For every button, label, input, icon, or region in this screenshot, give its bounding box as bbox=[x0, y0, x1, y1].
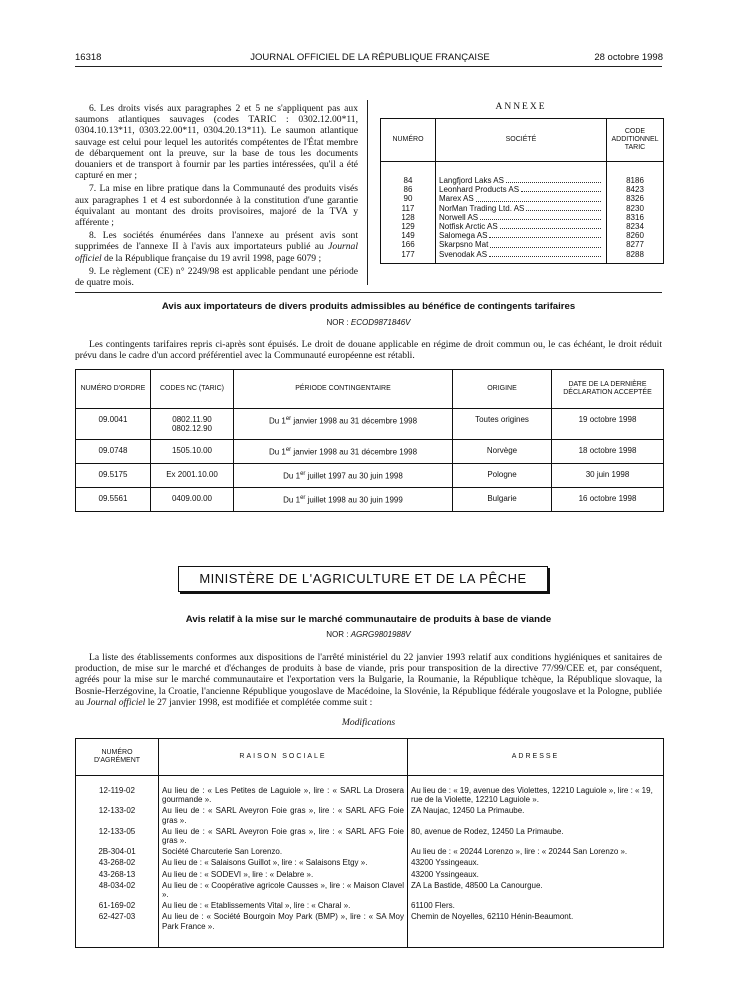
raison-sociale: Au lieu de : « SARL Aveyron Foie gras », lire : « SARL AFG Foie gras ». bbox=[159, 827, 408, 847]
dot-leader bbox=[489, 237, 601, 238]
raison-sociale: Au lieu de : « SODEVI », lire : « Delabre ». bbox=[159, 870, 408, 881]
leader-line bbox=[439, 176, 603, 185]
table-row bbox=[76, 870, 664, 881]
contingents-header-codes: CODES NC (TARIC) bbox=[151, 370, 234, 409]
periode-sup: er bbox=[300, 471, 306, 478]
agrement-numero: 48-034-02 bbox=[76, 881, 159, 901]
annexe-numero: 117 bbox=[381, 204, 436, 213]
periode-end: janvier 1998 au 31 décembre 1998 bbox=[291, 448, 418, 458]
contingent-numero: 09.0748 bbox=[76, 440, 151, 464]
adresse: 43200 Yssingeaux. bbox=[411, 869, 479, 879]
periode-sup: er bbox=[285, 416, 292, 422]
annexe-code: 8260 bbox=[626, 231, 644, 241]
annexe-code: 8277 bbox=[626, 240, 644, 250]
adresse: 80, avenue de Rodez, 12450 La Primaube. bbox=[411, 826, 564, 836]
dot-leader bbox=[521, 191, 601, 192]
societe-name: NorMan Trading Ltd. AS bbox=[439, 203, 525, 213]
table-row bbox=[381, 185, 664, 194]
annexe-header-societe: SOCIÉTÉ bbox=[436, 119, 607, 162]
paragraph-7: 7. La mise en libre pratique dans la Communauté des produits visés aux paragraphes 1 et 4 est subordonnée à la constitution d'une garantie équivalant au montant des droits provisoires, majoré de la TVA y afférente ; bbox=[75, 183, 358, 229]
annexe-societe bbox=[436, 162, 607, 186]
nc-code: 0802.12.90 bbox=[171, 424, 213, 434]
paragraph-8-text: 8. Les sociétés énumérées dans l'annexe au présent avis sont supprimées de l'annexe II à l'avis aux importateurs publié au bbox=[75, 230, 358, 253]
dot-leader bbox=[490, 247, 601, 248]
leader-line bbox=[439, 231, 603, 240]
dot-leader bbox=[526, 210, 601, 211]
agrement-numero: 12-119-02 bbox=[76, 776, 159, 807]
table-row bbox=[76, 847, 664, 858]
paragraph-8-text-end: de la République française du 19 avril 1998, page 6079 ; bbox=[101, 252, 322, 264]
nor-label: NOR : bbox=[326, 318, 351, 327]
contingent-codes bbox=[151, 440, 234, 464]
header-rule bbox=[75, 66, 662, 67]
adresse: Chemin de Noyelles, 62110 Hénin-Beaumont. bbox=[411, 912, 574, 922]
contingents-header-origine: ORIGINE bbox=[453, 370, 552, 409]
contingent-periode bbox=[234, 488, 453, 512]
annexe-societe bbox=[436, 213, 607, 222]
viande-title: Avis relatif à la mise sur le marché communautaire de produits à base de viande bbox=[185, 614, 552, 625]
periode-end: janvier 1998 au 31 décembre 1998 bbox=[291, 416, 418, 426]
modifications-label: Modifications bbox=[341, 717, 396, 728]
annexe-societe bbox=[436, 250, 607, 264]
annexe-numero: 84 bbox=[381, 162, 436, 186]
contingent-date: 19 octobre 1998 bbox=[552, 409, 664, 440]
contingent-origine: Bulgarie bbox=[453, 488, 552, 512]
contingent-codes bbox=[151, 488, 234, 512]
viande-table bbox=[75, 738, 664, 948]
raison-sociale: Au lieu de : « Etablissements Vital », lire : « Charal ». bbox=[159, 901, 408, 912]
societe-name: Leonhard Products AS bbox=[439, 185, 520, 195]
societe-name: Notfisk Arctic AS bbox=[439, 222, 498, 232]
table-row bbox=[76, 488, 664, 512]
viande-header-numero: NUMÉRO D'AGRÉMENT bbox=[76, 739, 159, 776]
contingent-codes bbox=[151, 409, 234, 440]
annexe-code: 8288 bbox=[626, 249, 644, 259]
annexe-code: 8230 bbox=[626, 203, 644, 213]
adresse: ZA Naujac, 12450 La Primaube. bbox=[411, 806, 525, 816]
agrement-numero: 43-268-02 bbox=[76, 858, 159, 869]
contingent-origine: Pologne bbox=[453, 464, 552, 488]
agrement-numero: 12-133-02 bbox=[76, 806, 159, 826]
annexe-numero: 177 bbox=[381, 250, 436, 264]
dot-leader bbox=[506, 182, 601, 183]
leader-line bbox=[439, 250, 603, 259]
contingent-numero: 09.5561 bbox=[76, 488, 151, 512]
contingents-header-numero: NUMÉRO D'ORDRE bbox=[76, 370, 151, 409]
adresse: ZA La Bastide, 48500 La Canourgue. bbox=[411, 880, 543, 890]
societe-name: Salomega AS bbox=[439, 231, 488, 241]
nor-label: NOR : bbox=[326, 630, 351, 639]
raison-sociale: Au lieu de : « SARL Aveyron Foie gras », lire : « SARL AFG Foie gras ». bbox=[159, 806, 408, 826]
table-row bbox=[76, 776, 664, 807]
viande-nor bbox=[75, 630, 662, 639]
table-row bbox=[381, 204, 664, 213]
annexe-code: 8316 bbox=[626, 212, 644, 222]
agrement-numero: 62-427-03 bbox=[76, 912, 159, 947]
journal-officiel-italic: Journal officiel bbox=[75, 241, 358, 264]
annexe-code: 8326 bbox=[626, 194, 644, 204]
adresse: 43200 Yssingeaux. bbox=[411, 858, 479, 868]
contingent-origine: Norvège bbox=[453, 440, 552, 464]
annexe-numero: 129 bbox=[381, 222, 436, 231]
annexe-code: 8423 bbox=[626, 185, 644, 195]
leader-line bbox=[439, 222, 603, 231]
nor-code: AGRG9801988V bbox=[350, 630, 411, 639]
leader-line bbox=[439, 185, 603, 194]
dot-leader bbox=[500, 228, 601, 229]
annexe-societe bbox=[436, 231, 607, 240]
annexe-numero: 166 bbox=[381, 240, 436, 249]
periode-start: Du 1 bbox=[268, 448, 286, 458]
agrement-numero: 2B-304-01 bbox=[76, 847, 159, 858]
periode-start: Du 1 bbox=[268, 416, 286, 426]
nc-code: Ex 2001.10.00 bbox=[166, 470, 218, 480]
table-row bbox=[76, 464, 664, 488]
dot-leader bbox=[476, 201, 601, 202]
dot-leader bbox=[480, 219, 601, 220]
annexe-code: 8186 bbox=[626, 176, 644, 185]
left-column bbox=[75, 103, 358, 288]
agrement-numero: 61-169-02 bbox=[76, 901, 159, 912]
contingent-periode bbox=[234, 464, 453, 488]
adresse: Au lieu de : « 20244 Lorenzo », lire : « 20244 San Lorenzo ». bbox=[411, 847, 628, 857]
paragraph-8 bbox=[75, 230, 358, 264]
contingent-date: 18 octobre 1998 bbox=[552, 440, 664, 464]
annexe-societe bbox=[436, 194, 607, 203]
viande-header-adresse: ADRESSE bbox=[408, 739, 664, 776]
table-row bbox=[76, 912, 664, 947]
agrement-numero: 43-268-13 bbox=[76, 870, 159, 881]
annexe-societe bbox=[436, 185, 607, 194]
annexe-numero: 128 bbox=[381, 213, 436, 222]
contingent-numero: 09.5175 bbox=[76, 464, 151, 488]
contingent-codes bbox=[151, 464, 234, 488]
paragraph-6: 6. Les droits visés aux paragraphes 2 et 5 ne s'appliquent pas aux saumons atlantiques sauvages (codes TARIC : 0302.12.00*11, 0304.10.13*11, 0303.22.00*11, 0304.20.13*11). Le saumon atlantique sauvage est celui pour lequel les autorités compétentes de l'État membre de débarquement ont la preuve, sur la base de tous les documents douaniers et de transport à fournir par les parties intéressées, qu'il a été capturé en mer ; bbox=[75, 103, 358, 182]
societe-name: Langfjord Laks AS bbox=[439, 176, 504, 185]
table-row bbox=[76, 827, 664, 847]
periode-end: juillet 1998 au 30 juin 1999 bbox=[305, 495, 403, 505]
raison-sociale: Au lieu de : « Salaisons Guillot », lire : « Salaisons Etgy ». bbox=[159, 858, 408, 869]
annexe-societe bbox=[436, 204, 607, 213]
page-date: 28 octobre 1998 bbox=[594, 52, 663, 63]
table-row bbox=[381, 194, 664, 203]
contingents-nor bbox=[75, 318, 662, 327]
table-row bbox=[76, 440, 664, 464]
journal-title: JOURNAL OFFICIEL DE LA RÉPUBLIQUE FRANÇAISE bbox=[250, 52, 490, 63]
adresse: Au lieu de : « 19, avenue des Violettes, 12210 Laguiole », lire : « 19, rue de la Violette, 12210 Laguiole ». bbox=[411, 786, 653, 805]
table-row bbox=[381, 213, 664, 222]
societe-name: Svenodak AS bbox=[439, 249, 488, 259]
contingent-date: 30 juin 1998 bbox=[552, 464, 664, 488]
raison-sociale: Au lieu de : « Les Petites de Laguiole », lire : « SARL La Drosera gourmande ». bbox=[159, 776, 408, 807]
annexe-societe bbox=[436, 240, 607, 249]
annexe-numero: 149 bbox=[381, 231, 436, 240]
table-row bbox=[381, 222, 664, 231]
table-row bbox=[76, 901, 664, 912]
viande-intro-text-end: le 27 janvier 1998, est modifiée et complétée comme suit : bbox=[145, 696, 373, 708]
societe-name: Marex AS bbox=[439, 194, 474, 204]
raison-sociale: Au lieu de : « Coopérative agricole Causses », lire : « Maison Clavel ». bbox=[159, 881, 408, 901]
contingents-header-periode: PÉRIODE CONTINGENTAIRE bbox=[234, 370, 453, 409]
nc-code: 0802.11.90 bbox=[172, 415, 212, 424]
section-rule bbox=[75, 292, 662, 293]
annexe-numero: 86 bbox=[381, 185, 436, 194]
agrement-numero: 12-133-05 bbox=[76, 827, 159, 847]
periode-start: Du 1 bbox=[283, 495, 301, 505]
table-row bbox=[76, 806, 664, 826]
societe-name: Norwell AS bbox=[439, 212, 479, 222]
leader-line bbox=[439, 213, 603, 222]
table-row bbox=[76, 409, 664, 440]
page-number: 16318 bbox=[75, 52, 102, 63]
adresse: 61100 Flers. bbox=[411, 901, 455, 911]
annexe-numero: 90 bbox=[381, 194, 436, 203]
table-row bbox=[381, 231, 664, 240]
nor-code: ECOD9871846V bbox=[350, 318, 411, 327]
raison-sociale: Au lieu de : « Société Bourgoin Moy Park (BMP) », lire : « SA Moy Park France ». bbox=[159, 912, 408, 947]
leader-line bbox=[439, 204, 603, 213]
column-separator bbox=[367, 100, 368, 285]
periode-sup: er bbox=[285, 447, 292, 454]
periode-end: juillet 1997 au 30 juin 1998 bbox=[305, 471, 403, 481]
societe-name: Skarpsno Mat bbox=[439, 240, 489, 250]
annexe-code: 8234 bbox=[626, 222, 644, 232]
contingent-numero: 09.0041 bbox=[76, 409, 151, 440]
contingent-date: 16 octobre 1998 bbox=[552, 488, 664, 512]
annexe-societe bbox=[436, 222, 607, 231]
raison-sociale: Société Charcuterie San Lorenzo. bbox=[159, 847, 408, 858]
viande-header-raison: RAISON SOCIALE bbox=[159, 739, 408, 776]
table-row bbox=[381, 162, 664, 186]
contingents-table bbox=[75, 369, 664, 512]
viande-intro bbox=[75, 652, 662, 708]
annexe-title: ANNEXE bbox=[495, 102, 547, 112]
nc-code: 1505.10.00 bbox=[171, 446, 213, 456]
ministry-box: MINISTÈRE DE L'AGRICULTURE ET DE LA PÊCHE bbox=[178, 566, 548, 592]
table-row bbox=[76, 858, 664, 869]
paragraph-9: 9. Le règlement (CE) n° 2249/98 est applicable pendant une période de quatre mois. bbox=[75, 265, 358, 289]
nc-code: 0409.00.00 bbox=[171, 494, 213, 504]
journal-officiel-italic: Journal officiel bbox=[86, 696, 146, 708]
contingent-periode bbox=[234, 409, 453, 440]
periode-sup: er bbox=[300, 495, 306, 502]
leader-line bbox=[439, 194, 603, 203]
contingent-periode bbox=[234, 440, 453, 464]
contingents-title: Avis aux importateurs de divers produits admissibles au bénéfice de contingents tarifaires bbox=[161, 301, 576, 312]
leader-line bbox=[439, 240, 603, 249]
contingents-intro: Les contingents tarifaires repris ci-après sont épuisés. Le droit de douane applicable en régime de droit commun ou, le cas échéant, le droit réduit prévu dans le cadre d'un accord préférentiel avec la Communauté européenne est rétabli. bbox=[75, 339, 662, 362]
contingents-header-date: DATE DE LA DERNIÈRE DÉCLARATION ACCEPTÉE bbox=[552, 370, 664, 409]
annexe-table bbox=[380, 118, 664, 264]
annexe-header-code: CODE ADDITIONNEL TARIC bbox=[607, 119, 664, 162]
table-row bbox=[76, 881, 664, 901]
contingent-origine: Toutes origines bbox=[453, 409, 552, 440]
dot-leader bbox=[489, 256, 601, 257]
viande-intro-text: La liste des établissements conformes aux dispositions de l'arrêté ministériel du 22 janvier 1993 relatif aux conditions hygiéniques et sanitaires de production, de mise sur le marché et d'échanges de produits à base de viande, pris pour transposition de la directive 77/99/CEE et, par conséquent, agréés pour la mise sur le marché communautaire et l'exportation vers la Bulgarie, la Roumanie, la République tchèque, la République slovaque, la Bosnie-Herzégovine, la Croatie, l'ancienne République yougoslave de Macédoine, la Slovénie, la République fédérale yougoslave et la Pologne, publiée au bbox=[75, 652, 662, 708]
periode-start: Du 1 bbox=[283, 471, 301, 481]
table-row bbox=[381, 240, 664, 249]
table-row bbox=[381, 250, 664, 264]
annexe-header-numero: NUMÉRO bbox=[381, 119, 436, 162]
